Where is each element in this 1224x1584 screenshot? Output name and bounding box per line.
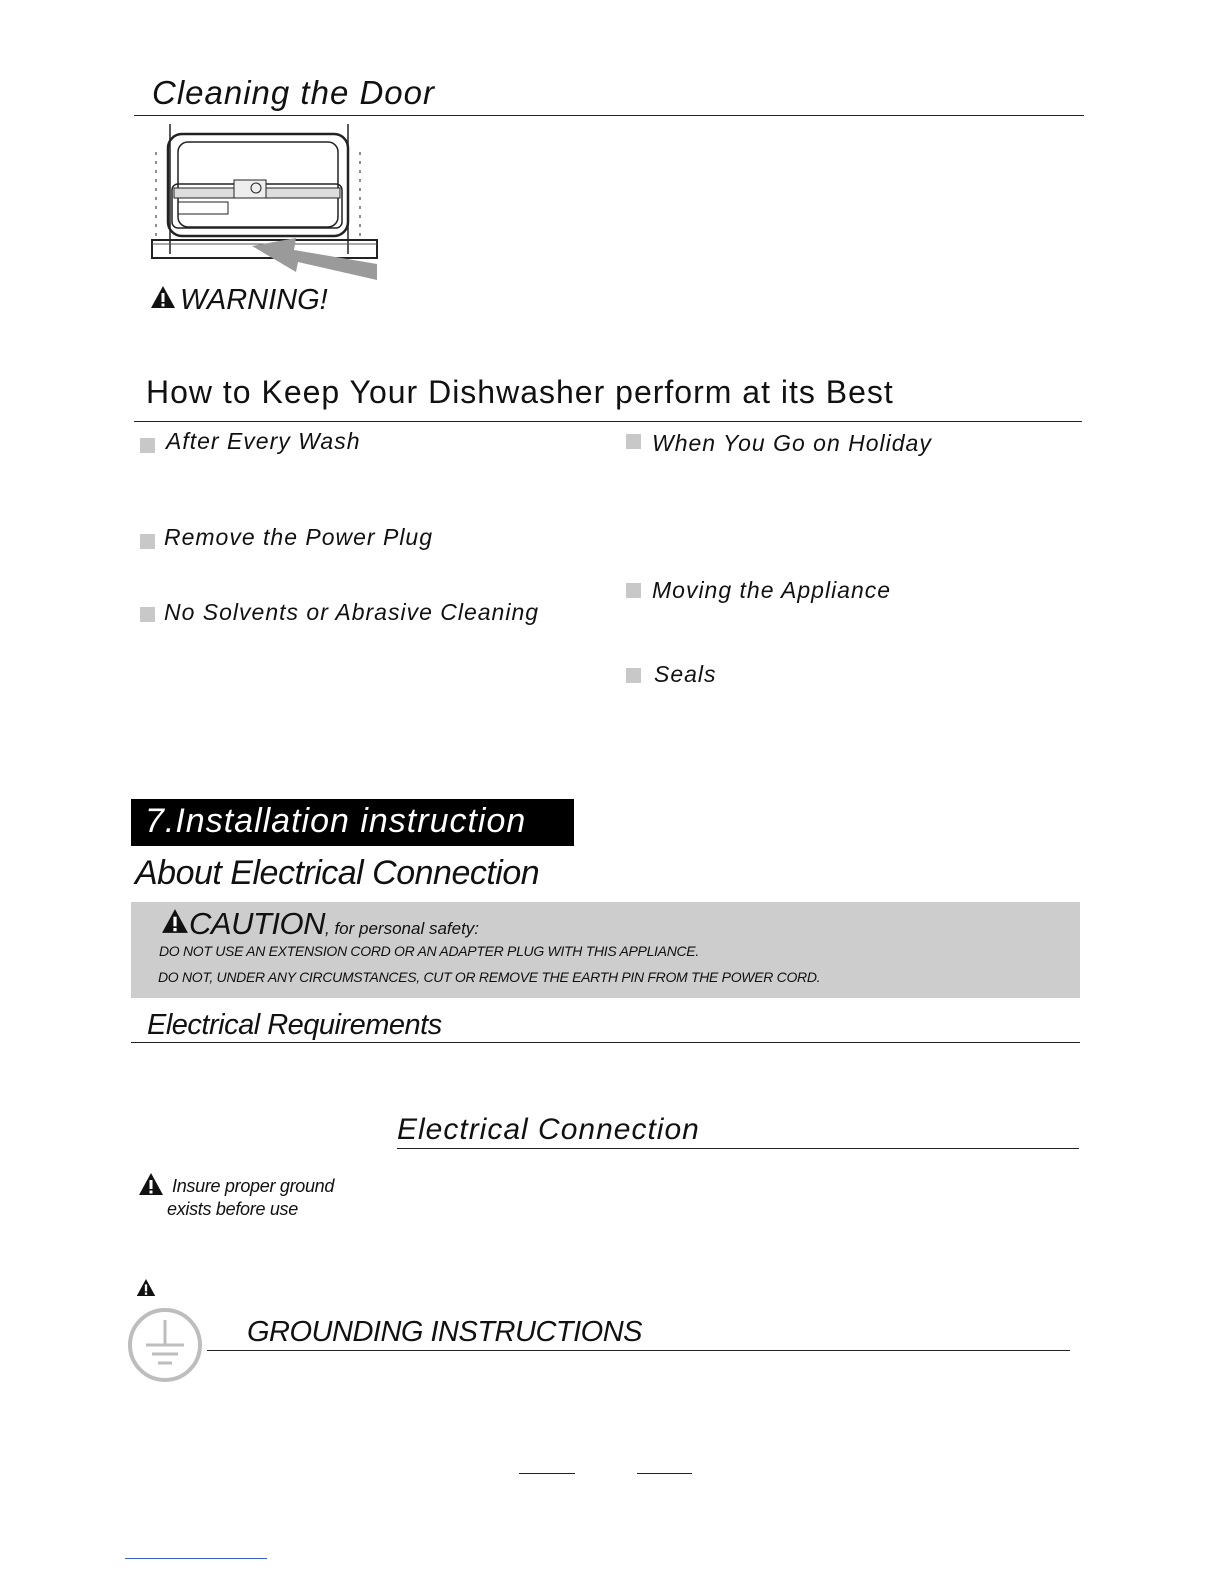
ground-note-line-2: exists before use (167, 1199, 298, 1219)
item-seals: Seals (654, 661, 717, 687)
bullet-icon (626, 583, 641, 598)
electrical-requirements-rule (131, 1042, 1080, 1043)
item-moving-appliance: Moving the Appliance (652, 577, 892, 603)
item-after-every-wash: After Every Wash (166, 428, 361, 454)
warning-triangle-icon (136, 1278, 156, 1297)
item-holiday: When You Go on Holiday (652, 430, 932, 456)
electrical-connection-rule (397, 1148, 1079, 1149)
warning-label (150, 284, 328, 317)
warning-text: WARNING! (180, 284, 328, 316)
page-mark-right (637, 1473, 692, 1474)
caution-word: CAUTION (189, 906, 325, 941)
warning-triangle-icon (150, 285, 176, 309)
footer-link-rule (125, 1558, 267, 1559)
warning-triangle-icon (161, 908, 189, 934)
cleaning-door-title: Cleaning the Door (152, 74, 435, 111)
dishwasher-door-illustration (148, 122, 383, 282)
grounding-instructions-title: GROUNDING INSTRUCTIONS (247, 1316, 642, 1348)
bullet-icon (626, 434, 641, 449)
electrical-connection-title: Electrical Connection (397, 1113, 700, 1146)
earth-ground-icon (126, 1306, 204, 1384)
keep-best-rule (134, 421, 1082, 422)
bullet-icon (140, 438, 155, 453)
item-remove-power-plug: Remove the Power Plug (164, 524, 434, 550)
bullet-icon (140, 534, 155, 549)
bullet-icon (140, 607, 155, 622)
bullet-icon (626, 668, 641, 683)
page-mark-left (519, 1473, 575, 1474)
warning-triangle-icon (138, 1172, 164, 1196)
caution-line-1: DO NOT USE AN EXTENSION CORD OR AN ADAPTER PLUG WITH THIS APPLIANCE. (159, 943, 699, 959)
caution-box (131, 902, 1080, 998)
keep-best-title: How to Keep Your Dishwasher perform at its Best (146, 374, 894, 410)
cleaning-door-rule (134, 115, 1084, 116)
electrical-requirements-title: Electrical Requirements (147, 1009, 442, 1041)
about-electrical-title: About Electrical Connection (135, 854, 540, 892)
installation-section-bar (131, 799, 574, 846)
item-no-solvents: No Solvents or Abrasive Cleaning (164, 599, 540, 625)
caution-line-2: DO NOT, UNDER ANY CIRCUMSTANCES, CUT OR REMOVE THE EARTH PIN FROM THE POWER CORD. (158, 969, 821, 985)
caution-heading (161, 906, 479, 942)
grounding-rule (207, 1350, 1070, 1351)
caution-suffix: , for personal safety: (325, 919, 480, 938)
ground-note-line-1: Insure proper ground (172, 1176, 335, 1196)
installation-section-title: 7.Installation instruction (145, 802, 527, 840)
